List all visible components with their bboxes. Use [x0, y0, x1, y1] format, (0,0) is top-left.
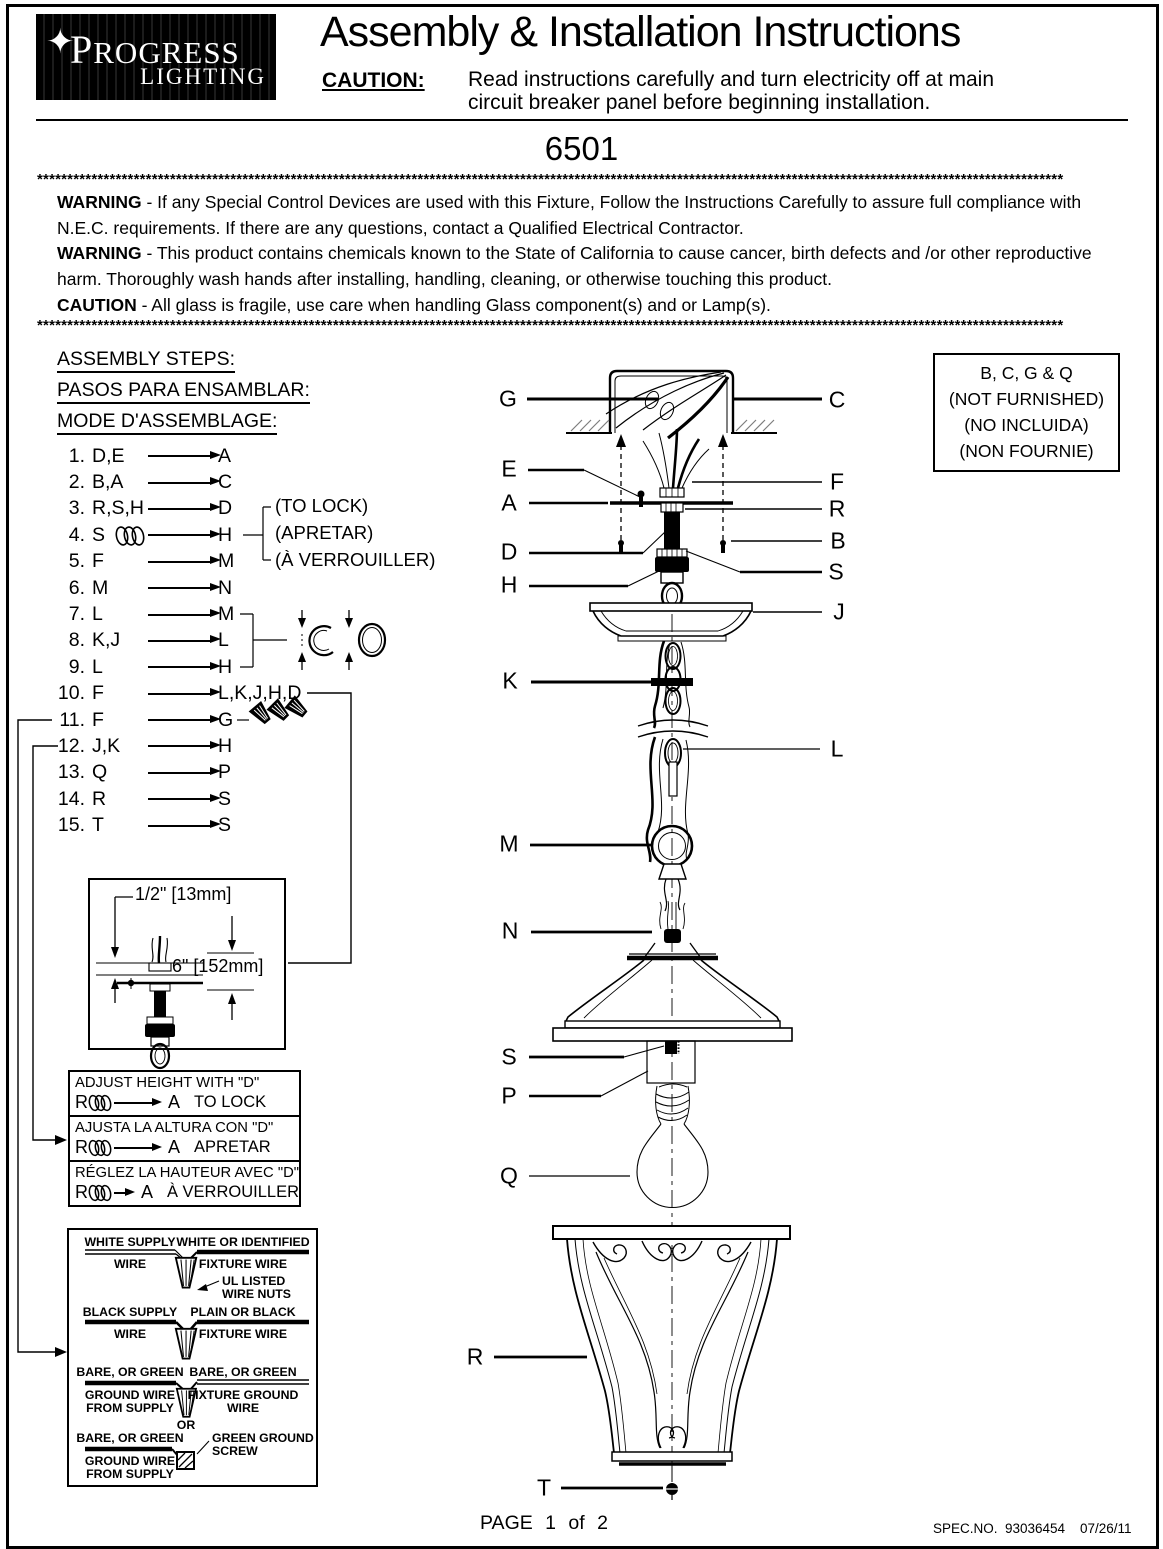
adjust-arrow — [114, 1192, 125, 1194]
chain — [638, 641, 708, 862]
step-number: 8. — [68, 629, 85, 652]
step-arrow — [148, 719, 210, 721]
step-arrow — [148, 745, 210, 747]
step-row-10 — [55, 681, 317, 707]
step-arrow — [148, 455, 210, 457]
logo-brand-text: PROGRESS — [70, 27, 240, 72]
step-number: 1. — [68, 444, 85, 467]
step-number: 14. — [57, 787, 85, 810]
page-title: Assembly & Installation Instructions — [320, 8, 961, 56]
wiring-white-supply: WHITE SUPPLY — [84, 1235, 176, 1249]
step-row-11 — [55, 707, 317, 733]
adjust-title-fr: RÉGLEZ LA HAUTEUR AVEC "D" — [75, 1165, 300, 1181]
caution-line1: Read instructions carefully and turn electricity off at main — [468, 68, 995, 91]
wiring-from-supply-2: FROM SUPPLY — [86, 1467, 174, 1481]
dimension-six-inch: 6" [152mm] — [172, 956, 264, 976]
step-from: L — [92, 603, 103, 626]
step-number: 12. — [57, 734, 85, 757]
step-row-14 — [55, 786, 317, 812]
wiring-from-supply-1: FROM SUPPLY — [86, 1401, 174, 1415]
adjust-suffix-fr: À VERROUILLER — [166, 1183, 299, 1201]
part-label-a: A — [501, 489, 517, 516]
wiring-ground-screw: SCREW — [212, 1444, 258, 1458]
part-label-n: N — [501, 917, 519, 944]
step-number: 15. — [57, 814, 85, 837]
wiring-bare-green-right: BARE, OR GREEN — [189, 1365, 297, 1379]
not-furnished-box — [933, 353, 1120, 472]
asterisk-separator-top: ************************************************************************************************************************************************************************** — [37, 173, 1064, 187]
part-label-b: B — [830, 527, 846, 554]
part-label-q: Q — [500, 1162, 518, 1189]
step-from: R,S,H — [92, 497, 145, 520]
step-from: F — [92, 708, 104, 731]
step-to: P — [218, 761, 232, 784]
warning-2-lead: WARNING — [57, 243, 142, 264]
assembly-headings — [57, 344, 310, 437]
warning-1 — [57, 190, 1123, 241]
wiring-white-identified: WHITE OR IDENTIFIED — [176, 1235, 310, 1249]
step-number: 10. — [57, 682, 85, 705]
step-row-7 — [55, 601, 317, 627]
warning-2-text: - This product contains chemicals known to the State of California to cause cancer, birth defects and /or other reproductive harm. Thoroughly wash hands after installing, handling, cleaning, or otherwise touching this product. — [57, 243, 1092, 290]
part-label-h: H — [500, 571, 518, 598]
step-arrow — [148, 825, 210, 827]
step-to: S — [218, 787, 232, 810]
lock-note-es: (APRETAR) — [275, 522, 374, 543]
caution-note-lead: CAUTION — [57, 294, 137, 315]
caution-note — [57, 293, 1123, 319]
adjust-title-en: ADJUST HEIGHT WITH "D" — [75, 1075, 260, 1091]
step-to: M — [218, 603, 235, 626]
adjust-height-box-en — [68, 1070, 301, 1117]
heading-english-text: ASSEMBLY STEPS: — [57, 348, 235, 373]
wiring-or: OR — [176, 1418, 196, 1432]
wiring-fixture-ground: FIXTURE GROUND — [187, 1388, 299, 1402]
step-arrow — [148, 508, 210, 510]
step-row-13 — [55, 760, 317, 786]
coil-icon — [88, 1184, 112, 1202]
step-from: T — [92, 814, 104, 837]
dimension-half-inch: 1/2" [13mm] — [135, 884, 232, 904]
step-from: F — [92, 550, 104, 573]
caution-line2: circuit breaker panel before beginning installation. — [468, 91, 931, 114]
adjust-suffix-en: TO LOCK — [194, 1093, 267, 1111]
part-label-s-top: S — [828, 558, 844, 585]
adjust-row-fr — [75, 1182, 299, 1203]
part-label-e: E — [501, 455, 517, 482]
part-label-d: D — [500, 538, 518, 565]
step-arrow — [148, 798, 210, 800]
step-arrow — [148, 614, 210, 616]
step-arrow — [148, 693, 210, 695]
step-to: A — [218, 444, 232, 467]
wiring-ground-wire-2: GROUND WIRE — [84, 1454, 176, 1468]
spec-label: SPEC.NO. — [933, 1521, 998, 1536]
measurement-drawing — [96, 897, 254, 1068]
sparkle-icon: ✦ — [46, 22, 75, 62]
socket — [647, 1041, 695, 1083]
not-furnished-en: (NOT FURNISHED) — [948, 389, 1105, 409]
step-number: 7. — [68, 603, 85, 626]
adjust-row-es — [75, 1137, 299, 1158]
asterisk-separator-bottom: ************************************************************************************************************************************************************************** — [37, 319, 1064, 333]
not-furnished-fr: (NON FOURNIE) — [959, 441, 1094, 461]
part-label-j: J — [833, 598, 845, 625]
step-number: 13. — [57, 761, 85, 784]
step-row-15 — [55, 812, 317, 838]
step-row-8 — [55, 628, 317, 654]
step-row-6 — [55, 575, 317, 601]
step-from: L — [92, 655, 103, 678]
wiring-fixture-wire-2: FIXTURE WIRE — [198, 1327, 288, 1341]
wiring-green-ground: GREEN GROUND — [212, 1431, 314, 1445]
step-row-12 — [55, 733, 317, 759]
step-arrow — [148, 587, 210, 589]
step-number: 6. — [68, 576, 85, 599]
step-from: M — [92, 576, 109, 599]
step-to: L — [218, 629, 229, 652]
step-from: D,E — [92, 444, 125, 467]
part-label-f: F — [829, 468, 845, 495]
warning-1-lead: WARNING — [57, 192, 142, 212]
step-to: D — [218, 497, 233, 520]
step-from: K,J — [92, 629, 121, 652]
caution-label: CAUTION: — [322, 69, 425, 92]
adjust-row-en — [75, 1092, 299, 1113]
spec-date: 07/26/11 — [1080, 1521, 1132, 1536]
part-label-l: L — [830, 735, 844, 762]
adjust-r: R — [75, 1092, 88, 1112]
warning-1-text: - If any Special Control Devices are used with this Fixture, Follow the Instructions Carefully to assure full compliance with N.E.C. requirements. If there are any questions, contact a Qualified Electrical Contractor. — [57, 192, 1082, 238]
wiring-bare-green-left: BARE, OR GREEN — [76, 1365, 184, 1379]
part-label-r-nut: R — [828, 495, 846, 522]
step-to: S — [218, 814, 232, 837]
part-label-r-body: R — [466, 1343, 484, 1370]
part-label-m: M — [499, 830, 519, 857]
adjust-title-es: AJUSTA LA ALTURA CON "D" — [75, 1120, 274, 1136]
step-number: 11. — [59, 708, 85, 731]
part-label-g: G — [499, 385, 517, 412]
part-label-s-bottom: S — [501, 1043, 517, 1070]
logo-brand-subtext: LIGHTING — [140, 64, 266, 89]
wiring-bare-green-2: BARE, OR GREEN — [76, 1431, 184, 1445]
adjust-r: R — [75, 1182, 88, 1202]
wiring-black-wire: WIRE — [113, 1327, 147, 1341]
step-to: M — [218, 550, 235, 573]
spec-number: 93036454 — [1005, 1521, 1066, 1536]
coil-icon — [88, 1094, 112, 1112]
heading-english — [57, 344, 310, 375]
adjust-a: A — [140, 1182, 153, 1202]
wiring-ul-listed: UL LISTED — [222, 1274, 286, 1288]
adjust-height-box-fr — [68, 1160, 301, 1207]
step-from: J,K — [92, 734, 121, 757]
lock-note-fr: (À VERROUILLER) — [275, 549, 436, 570]
model-number: 6501 — [544, 130, 619, 167]
wiring-wire-nuts: WIRE NUTS — [222, 1287, 291, 1301]
wiring-white-wire: WIRE — [113, 1257, 147, 1271]
page-indicator: PAGE 1 of 2 — [480, 1512, 608, 1534]
part-label-c: C — [828, 386, 846, 413]
crossbar-assembly — [610, 429, 733, 609]
caution-note-text: - All glass is fragile, use care when handling Glass component(s) and or Lamp(s). — [136, 294, 771, 315]
bell-canopy — [553, 901, 792, 1041]
adjust-a: A — [168, 1092, 181, 1112]
step-arrow — [148, 561, 210, 563]
step-from: S — [92, 523, 106, 546]
coil-icon — [88, 1139, 112, 1157]
step-to: L,K,J,H,D — [218, 682, 302, 705]
step-row-1 — [55, 443, 317, 469]
step-to: N — [218, 576, 233, 599]
step-arrow — [148, 640, 210, 642]
step-number: 5. — [68, 550, 85, 573]
not-furnished-es: (NO INCLUIDA) — [964, 415, 1089, 435]
step-from: B,A — [92, 471, 124, 494]
step-row-2 — [55, 469, 317, 495]
step-to: G — [218, 708, 234, 731]
warning-2 — [57, 241, 1123, 292]
step-arrow — [148, 534, 210, 536]
lock-note-en: (TO LOCK) — [275, 495, 369, 516]
finial — [666, 1464, 678, 1500]
lantern-body — [553, 1226, 790, 1464]
adjust-a: A — [168, 1137, 181, 1157]
heading-spanish — [57, 375, 310, 406]
step-arrow — [148, 482, 210, 484]
step-arrow — [148, 772, 210, 774]
part-label-k: K — [502, 667, 518, 694]
bulb — [637, 1084, 708, 1208]
heading-spanish-text: PASOS PARA ENSAMBLAR: — [57, 379, 310, 404]
wiring-fixture-ground-wire: WIRE — [226, 1401, 260, 1415]
adjust-height-box-es — [68, 1115, 301, 1162]
heading-french — [57, 406, 310, 437]
step-number: 4. — [68, 523, 85, 546]
progress-lighting-logo — [36, 14, 276, 100]
step-to: C — [218, 471, 233, 494]
caution-text — [468, 68, 994, 114]
step-to: H — [218, 734, 233, 757]
adjust-suffix-es: APRETAR — [194, 1138, 271, 1156]
wiring-ground-wire-1: GROUND WIRE — [84, 1388, 176, 1402]
step-to: H — [218, 655, 233, 678]
wiring-black-supply: BLACK SUPPLY — [82, 1305, 178, 1319]
step-number: 9. — [68, 655, 85, 678]
step-from: R — [92, 787, 107, 810]
adjust-r: R — [75, 1137, 88, 1157]
not-furnished-parts: B, C, G & Q — [980, 363, 1073, 383]
step-from: F — [92, 682, 104, 705]
step-arrow — [148, 666, 210, 668]
step-from: Q — [92, 761, 108, 784]
step-row-9 — [55, 654, 317, 680]
outlet-box — [566, 371, 777, 438]
step-number: 2. — [68, 471, 85, 494]
heading-french-text: MODE D'ASSEMBLAGE: — [57, 410, 277, 435]
adjust-arrow — [114, 1102, 152, 1104]
adjust-arrow — [114, 1147, 152, 1149]
wiring-fixture-wire-1: FIXTURE WIRE — [198, 1257, 288, 1271]
part-label-t: T — [536, 1474, 552, 1501]
step-to: H — [218, 523, 233, 546]
canopy — [590, 603, 752, 641]
wiring-plain-black: PLAIN OR BLACK — [190, 1305, 296, 1319]
warnings-block — [57, 190, 1123, 319]
part-label-p: P — [501, 1082, 517, 1109]
step-number: 3. — [68, 497, 85, 520]
